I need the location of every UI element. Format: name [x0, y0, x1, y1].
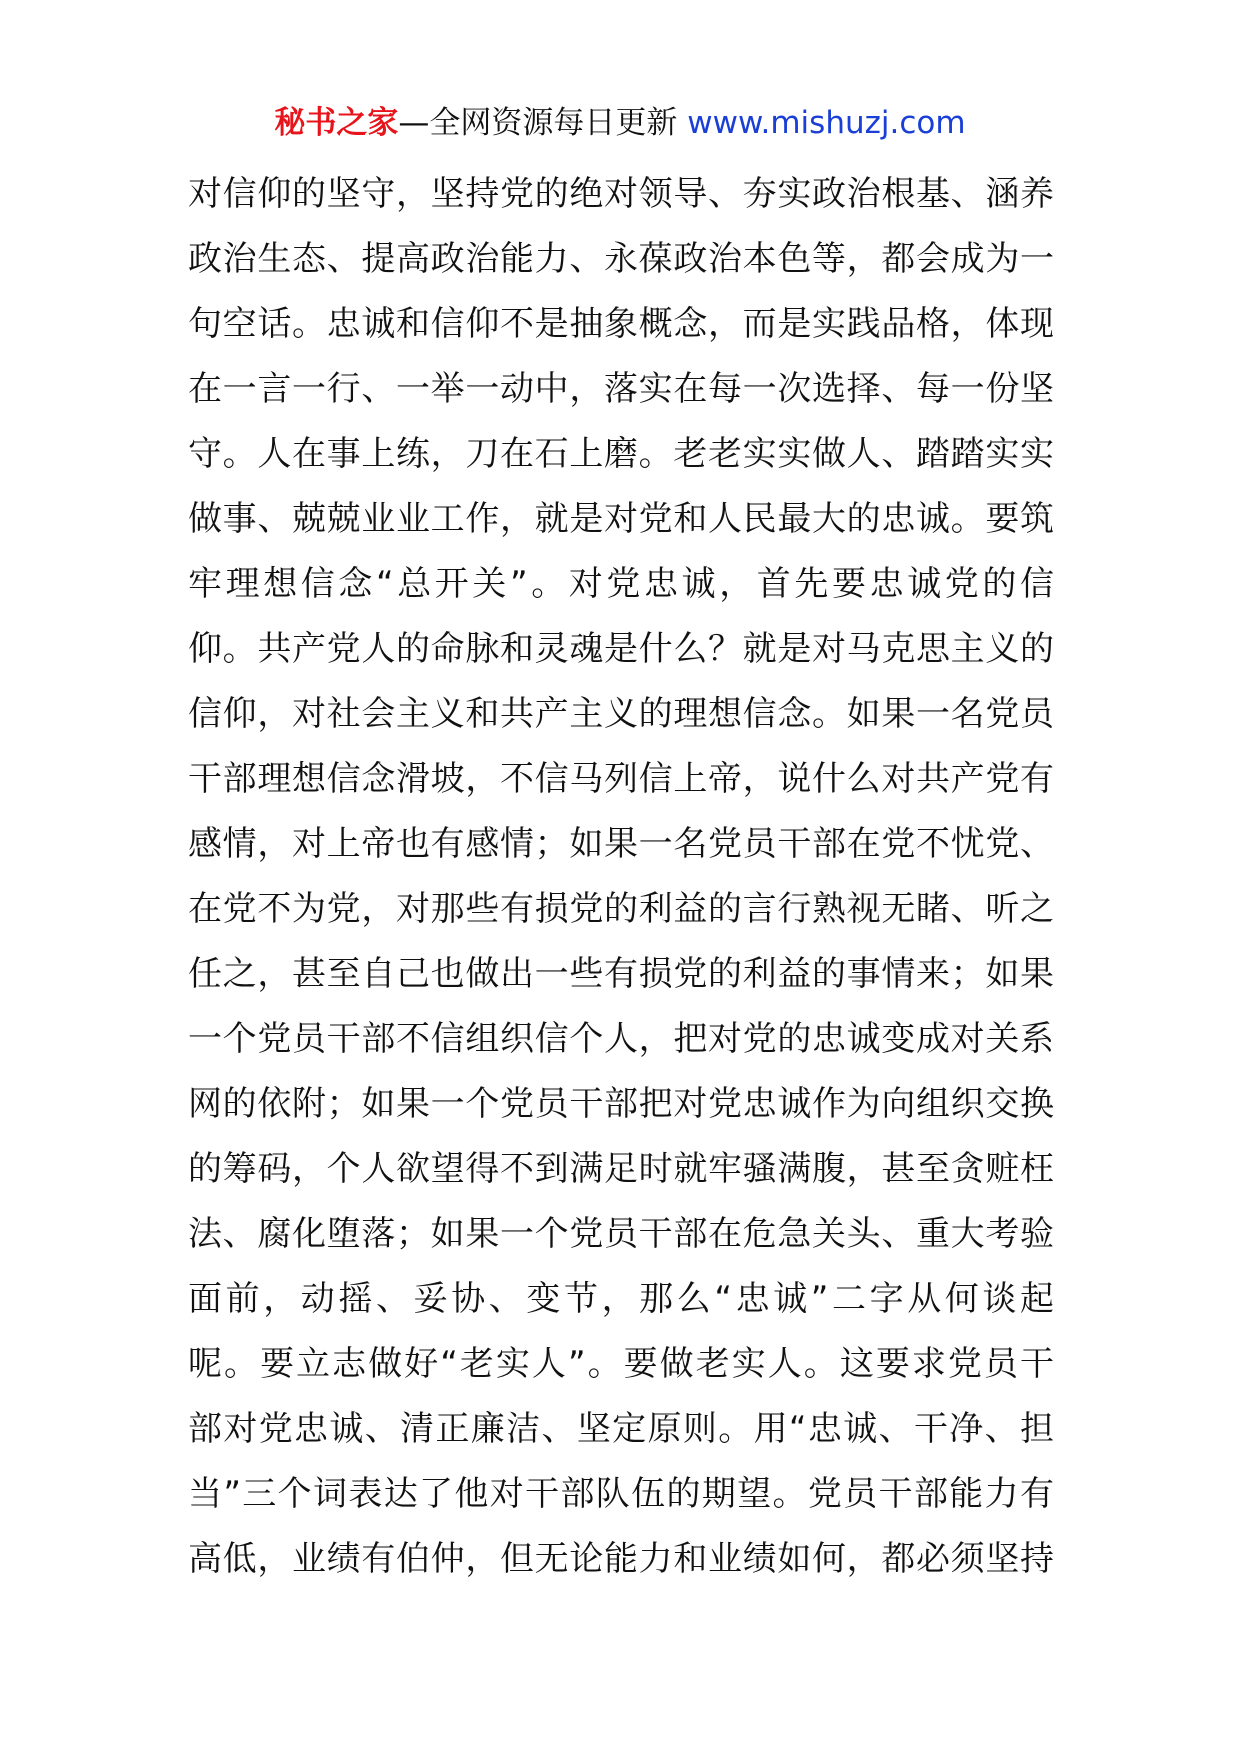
site-url-link[interactable]: www.mishuzj.com — [687, 105, 966, 141]
text-line: 面前，动摇、妥协、变节，那么“忠诚”二字从何谈起 — [188, 1279, 1054, 1319]
text-line: 仰。共产党人的命脉和灵魂是什么？就是对马克思主义的 — [188, 629, 1054, 669]
text-line: 守。人在事上练，刀在石上磨。老老实实做人、踏踏实实 — [188, 434, 1054, 474]
page-header — [0, 103, 1240, 143]
text-line: 任之，甚至自己也做出一些有损党的利益的事情来；如果 — [188, 954, 1054, 994]
text-line: 在党不为党，对那些有损党的利益的言行熟视无睹、听之 — [188, 889, 1054, 929]
text-line: 牢理想信念“总开关”。对党忠诚，首先要忠诚党的信 — [188, 564, 1054, 604]
text-line: 当”三个词表达了他对干部队伍的期望。党员干部能力有 — [188, 1474, 1054, 1514]
text-line: 一个党员干部不信组织信个人，把对党的忠诚变成对关系 — [188, 1019, 1054, 1059]
text-line: 高低，业绩有伯仲，但无论能力和业绩如何，都必须坚持 — [188, 1539, 1054, 1579]
site-brand: 秘书之家 — [274, 105, 399, 141]
text-line: 干部理想信念滑坡，不信马列信上帝，说什么对共产党有 — [188, 759, 1054, 799]
text-line: 做事、兢兢业业工作，就是对党和人民最大的忠诚。要筑 — [188, 499, 1054, 539]
text-line: 的筹码，个人欲望得不到满足时就牢骚满腹，甚至贪赃枉 — [188, 1149, 1054, 1189]
text-line: 信仰，对社会主义和共产主义的理想信念。如果一名党员 — [188, 694, 1054, 734]
text-line: 法、腐化堕落；如果一个党员干部在危急关头、重大考验 — [188, 1214, 1054, 1254]
body-paragraph — [188, 162, 1054, 1592]
text-line: 感情，对上帝也有感情；如果一名党员干部在党不忧党、 — [188, 824, 1054, 864]
text-line: 网的依附；如果一个党员干部把对党忠诚作为向组织交换 — [188, 1084, 1054, 1124]
text-line: 在一言一行、一举一动中，落实在每一次选择、每一份坚 — [188, 369, 1054, 409]
text-line: 部对党忠诚、清正廉洁、坚定原则。用“忠诚、干净、担 — [188, 1409, 1054, 1449]
text-line: 呢。要立志做好“老实人”。要做老实人。这要求党员干 — [188, 1344, 1054, 1384]
site-tagline: —全网资源每日更新 — [398, 105, 688, 141]
text-line: 政治生态、提高政治能力、永葆政治本色等，都会成为一 — [188, 239, 1054, 279]
text-line: 句空话。忠诚和信仰不是抽象概念，而是实践品格，体现 — [188, 304, 1054, 344]
text-line: 对信仰的坚守，坚持党的绝对领导、夯实政治根基、涵养 — [188, 174, 1054, 214]
